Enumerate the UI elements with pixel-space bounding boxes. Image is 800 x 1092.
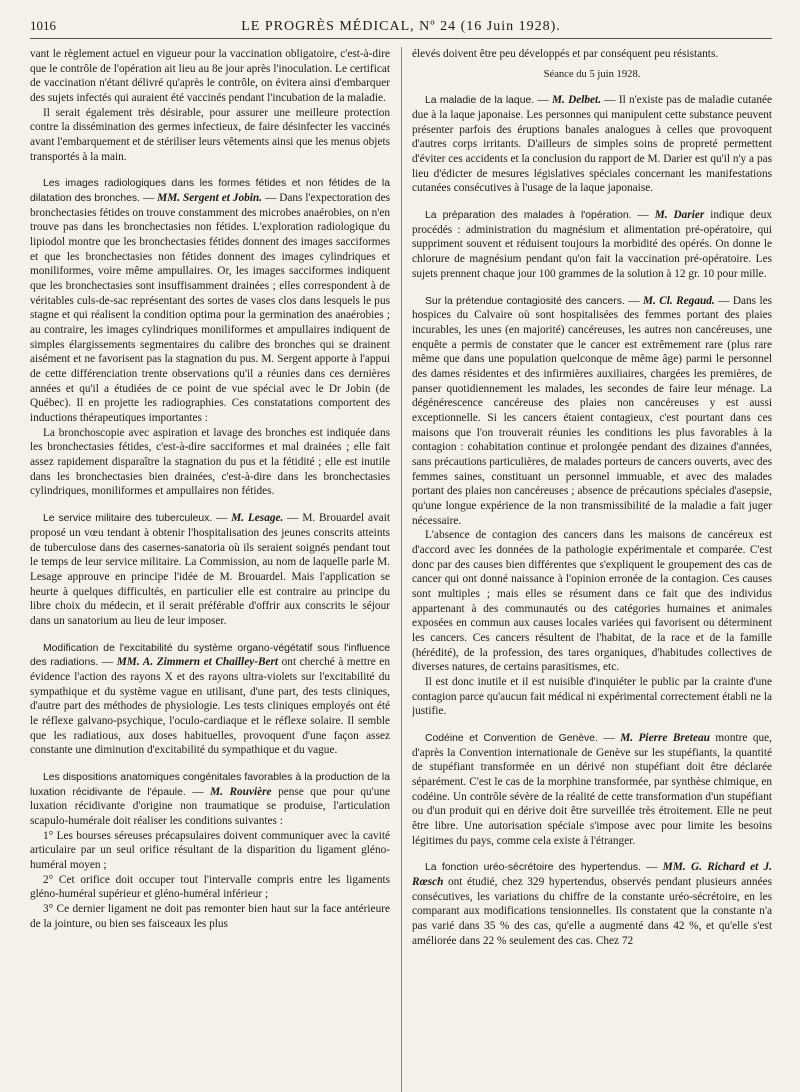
article-body: M. Brouardel avait proposé un vœu tendant à obtenir l'hospitalisation des jeunes conscrits atteints de tuberculose dans des casernes-sanatoria où ils seraient soignés pendant tout le temps de leur service militaire. La Commission, au nom de laquelle parle M. Lesage approuve en principe l'idée de M. Brouardel. Mais l'application se heurte à quelques difficultés, en particulier elle est contraire au principe du libre choix du médecin, et il serait préférable d'offrir aux conscrits le séjour dans un sanatorium au lieu de leur imposer. (30, 512, 390, 627)
article-body: Dans l'expectoration des bronchectasies fétides on trouve constamment des microbes anaérobies, on n'en trouve pas dans les bronchectasies non fétides. L'exploration radiologique du lipiodol montre que les bronchectasies fétides donnent des images sacciformes et que les bronchectasies non fétides donnent des images cylindriques et moniliformes, voire même ampullaires. Or, les images sacciformes indiquent que les bronchectasies sont insuffisamment drainées ; elles correspondent à de véritables culs-de-sac représentant des sortes de vases clos dans lesquels le pus stagne et qui réalisent la condition optima pour la germination des anaérobies ; au contraire, les images cylindriques moniliformes et ampullaires indiquent de simples élargissements segmentaires du calibre des bronches qui se drainent aisément et ne favorisent pas la stagnation du pus. M. Sergent apporte à l'appui de cette différenciation trente observations qu'il a réunies dans ces dernières années et qu'il a étudiées de ce point de vue spécial avec le Dr Jobin (de Québec). Il en projette les radiographies. Ces constatations comportent des inductions thérapeutiques importantes : (30, 192, 390, 425)
article-authors: M. Delbet. (551, 94, 602, 107)
paragraph: L'absence de contagion des cancers dans les maisons de cancéreux est d'accord avec les données de la pathologie expérimentale et comparée. C'est donc par des causes bien différentes que s'expliquent le groupement des cas de cancer qui ont donné naissance à l'opinion erronée de la contagion. Ces causes sont multiples ; mais elles se résument dans ce fait que des individus appartenant à des communautés ou des catégories humaines et animales exposées en commun aux causes locales variées qui favorisent ou déterminent les cancers. Ces cancers résultent de l'habitat, de la race et de la famille (hérédité), de la profession, des tares organiques, d'habitudes collectives de diverses natures, de certains parasitismes, etc. (412, 529, 772, 674)
article-authors: M. Darier (654, 209, 705, 222)
article-body: pense que pour qu'une luxation récidivante d'origine non traumatique se produise, l'articulation scapulo-humérale doit réaliser les conditions suivantes : (30, 785, 390, 827)
article-authors: M. Pierre Breteau (620, 731, 710, 744)
page-number: 1016 (30, 18, 56, 33)
article-military-service: Le service militaire des tuberculeux. — M. Lesage. — M. Brouardel avait proposé un vœu tendant à obtenir l'hospitalisation des jeunes conscrits atteints de tuberculose dans des casernes-sanatoria où ils seraient soignés pendant tout le temps de leur service militaire. La Commission, au nom de laquelle parle M. Lesage approuve en principe l'idée de M. Brouardel. Mais l'application se heurte à quelques difficultés, en particulier elle est contraire au principe du libre choix du médecin, et il serait préférable d'offrir aux conscrits le séjour dans un sanatorium au lieu de leur imposer. (30, 512, 390, 627)
article-authors: M. Rouvière (210, 785, 272, 798)
list-item: 2° Cet orifice doit occuper tout l'intervalle compris entre les ligaments gléno-huméral supérieur et gléno-huméral inférieur ; (30, 873, 390, 901)
article-body: indique deux procédés : administration du magnésium et alimentation pré-opératoire, qui suppriment souvent et réduisent toujours la morbidité des opérés. On donne le chlorure de magnésium pendant qu'on fait la vaccination pré-opératoire. Les sujets prennent chaque jour 100 grammes de la solution à 12 gr. 10 pour mille. (412, 209, 772, 280)
article-shoulder-luxation: Les dispositions anatomiques congénitales favorables à la production de la luxation récidivante de l'épaule. — M. Rouvière pense que pour qu'une luxation récidivante d'origine non traumatique se produise, l'articulation scapulo-humérale doit réaliser les conditions suivantes : 1° Les bourses séreuses précapsulaires doivent communiquer avec la cavité articulaire par un seul orifice résultant de la disparition du ligament gléno-huméral moyen ; 2° Cet orifice doit occuper tout l'intervalle compris entre les ligaments gléno-huméral supérieur et gléno-huméral inférieur ; 3° Ce dernier ligament ne doit pas remonter bien haut sur la face antérieure de la jointure, ou bien ses faisceaux les plus (30, 771, 390, 930)
paragraph: Il est donc inutile et il est nuisible d'inquiéter le public par la crainte d'une contagion parce qu'aucun fait médical ni expérimental correctement établi ne la justifie. (412, 675, 772, 718)
article-heading: Le service militaire des tuberculeux. (43, 513, 213, 525)
article-codeine: Codéine et Convention de Genève. — M. Pierre Breteau montre que, d'après la Convention internationale de Genève sur les stupéfiants, la quantité de stupéfiant transformée en un dérivé non stupéfiant doit être déclarée séparément. C'est le cas de la morphine transformée, par synthèse chimique, en codéine. Un contrôle sévère de la réalité de cette transformation d'un stupéfiant ou d'un produit qui en dérive doit être surveillée très étroitement. Elle ne peut être libre. Une autorisation spéciale s'impose avec pour limite les besoins légitimes du pays, comme cela existe à l'étranger. (412, 731, 772, 847)
article-body: ont étudié, chez 329 hypertendus, observés pendant plusieurs années consécutives, les variations du chiffre de la constante uréo-sécrétoire, en les comparant aux modifications tensionnelles. Ils constatent que la constante n'a pas varié dans 35 % des cas, qu'elle a augmenté dans 42 %, et qu'elle s'est améliorée dans 22 % seulement des cas. Chez 72 (412, 876, 772, 947)
journal-title: LE PROGRÈS MÉDICAL, Nº 24 (16 Juin 1928). (241, 19, 561, 34)
article-body: montre que, d'après la Convention internationale de Genève sur les stupéfiants, la quantité de stupéfiant transformée en un dérivé non stupéfiant doit être déclarée séparément. C'est le cas de la morphine transformée, par synthèse chimique, en codéine. Un contrôle sévère de la réalité de cette transformation d'un stupéfiant ou d'un produit qui en dérive doit être surveillée très étroitement. Elle ne peut être libre. Une autorisation spéciale s'impose avec pour limite les besoins légitimes du pays, comme cela existe à l'étranger. (412, 731, 772, 847)
left-column (30, 47, 390, 1092)
article-heading: La fonction uréo-sécrétoire des hypertendus. (425, 862, 641, 874)
article-heading: Codéine et Convention de Genève. (425, 732, 598, 744)
article-cancer-contagion: Sur la prétendue contagiosité des cancers. — M. Cl. Regaud. — Dans les hospices du Calvaire où sont hospitalisées des femmes portant des plaies incurables, les unes (en majorité) cancéreuses, les autres non cancéreuses, une enquête a permis de constater que le cancer est extrêmement rare (plus rare même que dans une population quelconque de même âge) parmi le personnel des dames résidentes et des infirmières auxiliaires, chargées les premières, de panser quotidiennement les malades, les secondes de faire leur ménage. La dégénérescence cancéreuse des plaies non cancéreuses y est aussi exceptionnelle. Si les cancers étaient contagieux, c'est pourtant dans ces maisons que l'on trouverait réunies les conditions les plus favorables à la contagion : cohabitation continue et prolongée pendant des dizaines d'années, sans précautions particulières, de malades porteurs de cancers ouverts, avec des femmes saines, constituant un personnel immuable, et avec des malades portant des plaies non cancéreuses ; absence de précautions spéciales d'asepsie, qu'une longue expérience de la non transmissibilité de la maladie a fait juger nécessaire. L'absence de contagion des cancers dans les maisons de cancéreux est d'accord avec les données de la pathologie expérimentale et comparée. C'est donc par des causes bien différentes que s'expliquent le groupement des cas de cancer qui ont donné naissance à l'opinion erronée de la contagion. Ces causes sont multiples ; mais elles se résument dans ce fait que des individus appartenant à des communautés ou des catégories humaines et animales exposées en commun aux causes locales variées qui favorisent ou déterminent les cancers. Ces cancers résultent de l'habitat, de la race et de la famille (hérédité), de la profession, des tares organiques, d'habitudes collectives de diverses natures, de certains parasitismes, etc. Il est donc inutile et il est nuisible d'inquiéter le public par la crainte d'une contagion parce qu'aucun fait médical ni expérimental correctement établi ne la justifie. (412, 294, 772, 718)
page-header (30, 18, 772, 39)
list-item: 3° Ce dernier ligament ne doit pas remonter bien haut sur la face antérieure de la jointure, ou bien ses faisceaux les plus (30, 902, 390, 930)
article-hypertension: La fonction uréo-sécrétoire des hypertendus. — MM. G. Richard et J. Rœsch ont étudié, chez 329 hypertendus, observés pendant plusieurs années consécutives, les variations du chiffre de la constante uréo-sécrétoire, en les comparant aux modifications tensionnelles. Ils constatent que la constante n'a pas varié dans 35 % des cas, qu'elle a augmenté dans 42 %, et qu'elle s'est améliorée dans 22 % seulement des cas. Chez 72 (412, 861, 772, 947)
article-heading: Sur la prétendue contagiosité des cancers. (425, 295, 625, 307)
article-heading: La préparation des malades à l'opération. (425, 210, 632, 222)
article-radiology: Les images radiologiques dans les formes fétides et non fétides de la dilatation des bronches. — MM. Sergent et Jobin. — Dans l'expectoration des bronchectasies fétides on trouve constamment des microbes anaérobies, on n'en trouve pas dans les bronchectasies non fétides. L'exploration radiologique du lipiodol montre que les bronchectasies fétides donnent des images sacciformes et que les bronchectasies non fétides donnent des images cylindriques et moniliformes, voire même ampullaires. Or, les images sacciformes indiquent que les bronchectasies sont insuffisamment drainées ; elles correspondent à de véritables culs-de-sac représentant des sortes de vases clos dans lesquels le pus stagne et qui réalisent la condition optima pour la germination des anaérobies ; au contraire, les images cylindriques moniliformes et ampullaires indiquent de simples élargissements segmentaires du calibre des bronches qui se drainent aisément et ne favorisent pas la stagnation du pus. M. Sergent apporte à l'appui de cette différenciation trente observations qu'il a réunies dans ces dernières années et qu'il a étudiées de ce point de vue spécial avec le Dr Jobin (de Québec). Il en projette les radiographies. Ces constatations comportent des inductions thérapeutiques importantes : La bronchoscopie avec aspiration et lavage des bronches est indiquée dans les bronchectasies fétides, c'est-à-dire sacciformes et mal drainées ; elle fait assez rapidement disparaître la stagnation du pus et la fétidité ; elle est inutile dans les bronchectasies bien drainées, c'est-à-dire dans les bronchectasies cylindriques, moniliformes et ampullaires non fétides. (30, 178, 390, 498)
article-authors: M. Cl. Regaud. (642, 294, 715, 307)
article-heading: La maladie de la laque. (425, 95, 535, 107)
article-authors: MM. A. Zimmern et Chailley-Bert (116, 656, 279, 669)
two-column-body (30, 47, 772, 1092)
article-authors: MM. Sergent et Jobin. (157, 192, 263, 205)
article-body: Dans les hospices du Calvaire où sont hospitalisées des femmes portant des plaies incurables, les unes (en majorité) cancéreuses, les autres non cancéreuses, une enquête a permis de constater que le cancer est extrêmement rare (plus rare même que dans une population quelconque de même âge) parmi le personnel des dames résidentes et des infirmières auxiliaires, chargées les premières, de panser quotidiennement les malades, les secondes de faire leur ménage. La dégénérescence cancéreuse des plaies non cancéreuses y est aussi exceptionnelle. Si les cancers étaient contagieux, c'est pourtant dans ces maisons que l'on trouverait réunies les conditions les plus favorables à la contagion : cohabitation continue et prolongée pendant des dizaines d'années, sans précautions particulières, de malades porteurs de cancers ouverts, avec des femmes saines, constituant un personnel immuable, et avec des malades portant des plaies non cancéreuses ; absence de précautions spéciales d'asepsie, qu'une longue expérience de la non transmissibilité de la maladie a fait juger nécessaire. (412, 294, 772, 527)
paragraph: La bronchoscopie avec aspiration et lavage des bronches est indiquée dans les bronchectasies fétides, c'est-à-dire sacciformes et mal drainées ; elle fait assez rapidement disparaître la stagnation du pus et la fétidité ; elle est inutile dans les bronchectasies bien drainées, c'est-à-dire dans les bronchectasies cylindriques, moniliformes et ampullaires non fétides. (30, 426, 390, 498)
paragraph: Il serait également très désirable, pour assurer une meilleure protection contre la dissémination des germes infectieux, de faire désinfecter les vaccinés avant l'embarquement et de stériliser leurs vêtements ainsi que les menus objets transportés à la main. (30, 106, 390, 163)
list-item: 1° Les bourses séreuses précapsulaires doivent communiquer avec la cavité articulaire par un seul orifice résultant de la disparition du ligament gléno-huméral moyen ; (30, 829, 390, 871)
article-excitability: Modification de l'excitabilité du système organo-végétatif sous l'influence des radiations. — MM. A. Zimmern et Chailley-Bert ont cherché à mettre en évidence l'action des rayons X et des rayons ultra-violets sur l'excitabilité du sympathique et du système vague en utilisant, d'une part, des tests cliniques, d'autre part des méthodes de physiologie. Les tests cliniques employés ont été le réflexe galvano-psychique, l'oculo-cardiaque et le réflexe solaire. Il semble que les radiatious, aux doses habituelles, provoquent d'une façon assez constante une diminution d'excitabilité du sympathique et du vague. (30, 642, 390, 757)
right-column (412, 47, 772, 1092)
article-body: Il n'existe pas de maladie cutanée due à la laque japonaise. Les personnes qui manipulent cette substance peuvent présenter parfois des éruptions banales analogues à celles que provoquent d'autres corps irritants. D'ailleurs de simples soins de propreté permettent d'éviter ces accidents et la conclusion du rapport de M. Darier est qu'il n'y a pas lieu d'édicter de mesures législatives spéciales concernant les manifestations cutanées consécutives à l'usage de la laque japonaise. (412, 94, 772, 195)
article-body: ont cherché à mettre en évidence l'action des rayons X et des rayons ultra-violets sur l'excitabilité du sympathique et du système vague en utilisant, d'une part, des tests cliniques, d'autre part des méthodes de physiologie. Les tests cliniques employés ont été le réflexe galvano-psychique, l'oculo-cardiaque et le réflexe solaire. Il semble que les radiatious, aux doses habituelles, provoquent d'une façon assez constante une diminution d'excitabilité du sympathique et du vague. (30, 656, 390, 757)
session-date: Séance du 5 juin 1928. (543, 68, 641, 80)
article-preoperative: La préparation des malades à l'opération. — M. Darier indique deux procédés : administration du magnésium et alimentation pré-opératoire, qui suppriment souvent et réduisent toujours la morbidité des opérés. On donne le chlorure de magnésium pendant qu'on fait la vaccination pré-opératoire. Les sujets prennent chaque jour 100 grammes de la solution à 12 gr. 10 pour mille. (412, 209, 772, 280)
article-authors: MM. G. Richard et J. Rœsch (412, 861, 772, 889)
paragraph: élevés doivent être peu développés et par conséquent peu résistants. (412, 48, 719, 60)
paragraph: vant le règlement actuel en vigueur pour la vaccination obligatoire, c'est-à-dire que le contrôle de l'opération ait lieu au 8e jour après l'inoculation. Le certificat de vaccination n'étant délivré qu'après le contrôle, on évitera ainsi d'embarquer des sujets infectés qui auraient été vaccinés pendant l'incubation de la maladie. (30, 48, 390, 105)
article-lacquer: La maladie de la laque. — M. Delbet. — Il n'existe pas de maladie cutanée due à la laque japonaise. Les personnes qui manipulent cette substance peuvent présenter parfois des éruptions banales analogues à celles que provoquent d'autres corps irritants. D'ailleurs de simples soins de propreté permettent d'éviter ces accidents et la conclusion du rapport de M. Darier est qu'il n'y a pas lieu d'édicter de mesures législatives spéciales concernant les manifestations cutanées consécutives à l'usage de la laque japonaise. (412, 94, 772, 195)
article-heading: Les dispositions anatomiques congénitales favorables à la production de la luxation récidivante de l'épaule. (30, 771, 390, 798)
article-heading: Modification de l'excitabilité du système organo-végétatif sous l'influence des radiations. (30, 642, 390, 669)
article-authors: M. Lesage. (231, 512, 284, 525)
article-heading: Les images radiologiques dans les formes fétides et non fétides de la dilatation des bronches. (30, 178, 390, 205)
